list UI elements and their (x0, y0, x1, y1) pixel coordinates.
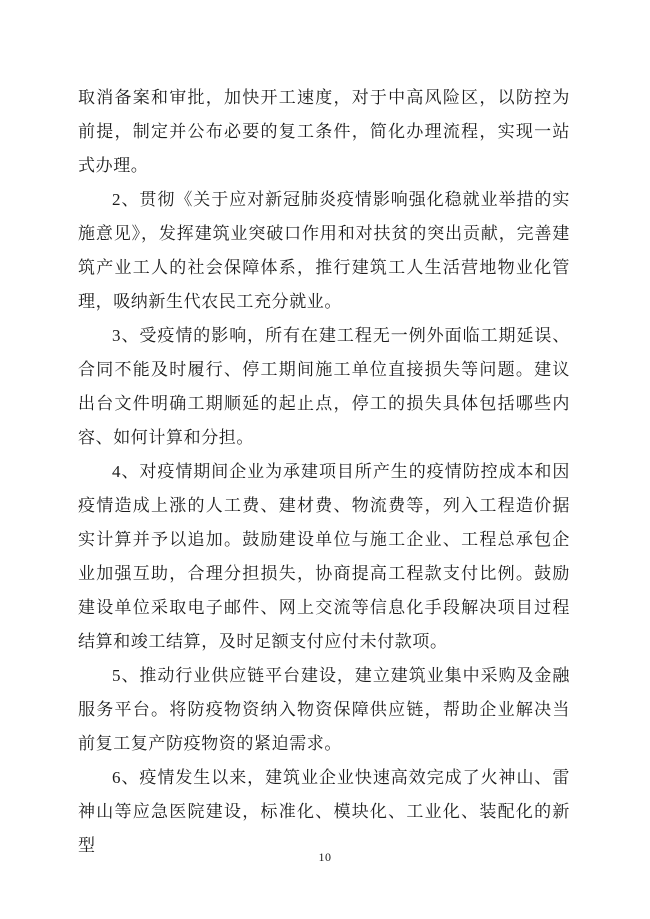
paragraph-continuation: 取消备案和审批，加快开工速度，对于中高风险区，以防控为前提，制定并公布必要的复工条件，简化办理流程，实现一站式办理。 (78, 88, 570, 175)
paragraph-item-6: 6、疫情发生以来，建筑业企业快速高效完成了火神山、雷神山等应急医院建设，标准化、模块化、工业化、装配化的新型 (78, 768, 570, 855)
page-number: 10 (318, 850, 332, 864)
page-footer (0, 848, 650, 866)
paragraph-item-2: 2、贯彻《关于应对新冠肺炎疫情影响强化稳就业举措的实施意见》，发挥建筑业突破口作用和对扶贫的突出贡献，完善建筑产业工人的社会保障体系，推行建筑工人生活营地物业化管理，吸纳新生代农民工充分就业。 (78, 190, 570, 311)
paragraph-item-5: 5、推动行业供应链平台建设，建立建筑业集中采购及金融服务平台。将防疫物资纳入物资保障供应链，帮助企业解决当前复工复产防疫物资的紧迫需求。 (78, 666, 570, 753)
paragraph-item-3: 3、受疫情的影响，所有在建工程无一例外面临工期延误、合同不能及时履行、停工期间施工单位直接损失等问题。建议出台文件明确工期顺延的起止点，停工的损失具体包括哪些内容、如何计算和分担。 (78, 326, 570, 447)
page-body (78, 81, 570, 863)
paragraph-item-4: 4、对疫情期间企业为承建项目所产生的疫情防控成本和因疫情造成上涨的人工费、建材费、物流费等，列入工程造价据实计算并予以追加。鼓励建设单位与施工企业、工程总承包企业加强互助，合理分担损失，协商提高工程款支付比例。鼓励建设单位采取电子邮件、网上交流等信息化手段解决项目过程结算和竣工结算，及时足额支付应付未付款项。 (78, 462, 570, 651)
